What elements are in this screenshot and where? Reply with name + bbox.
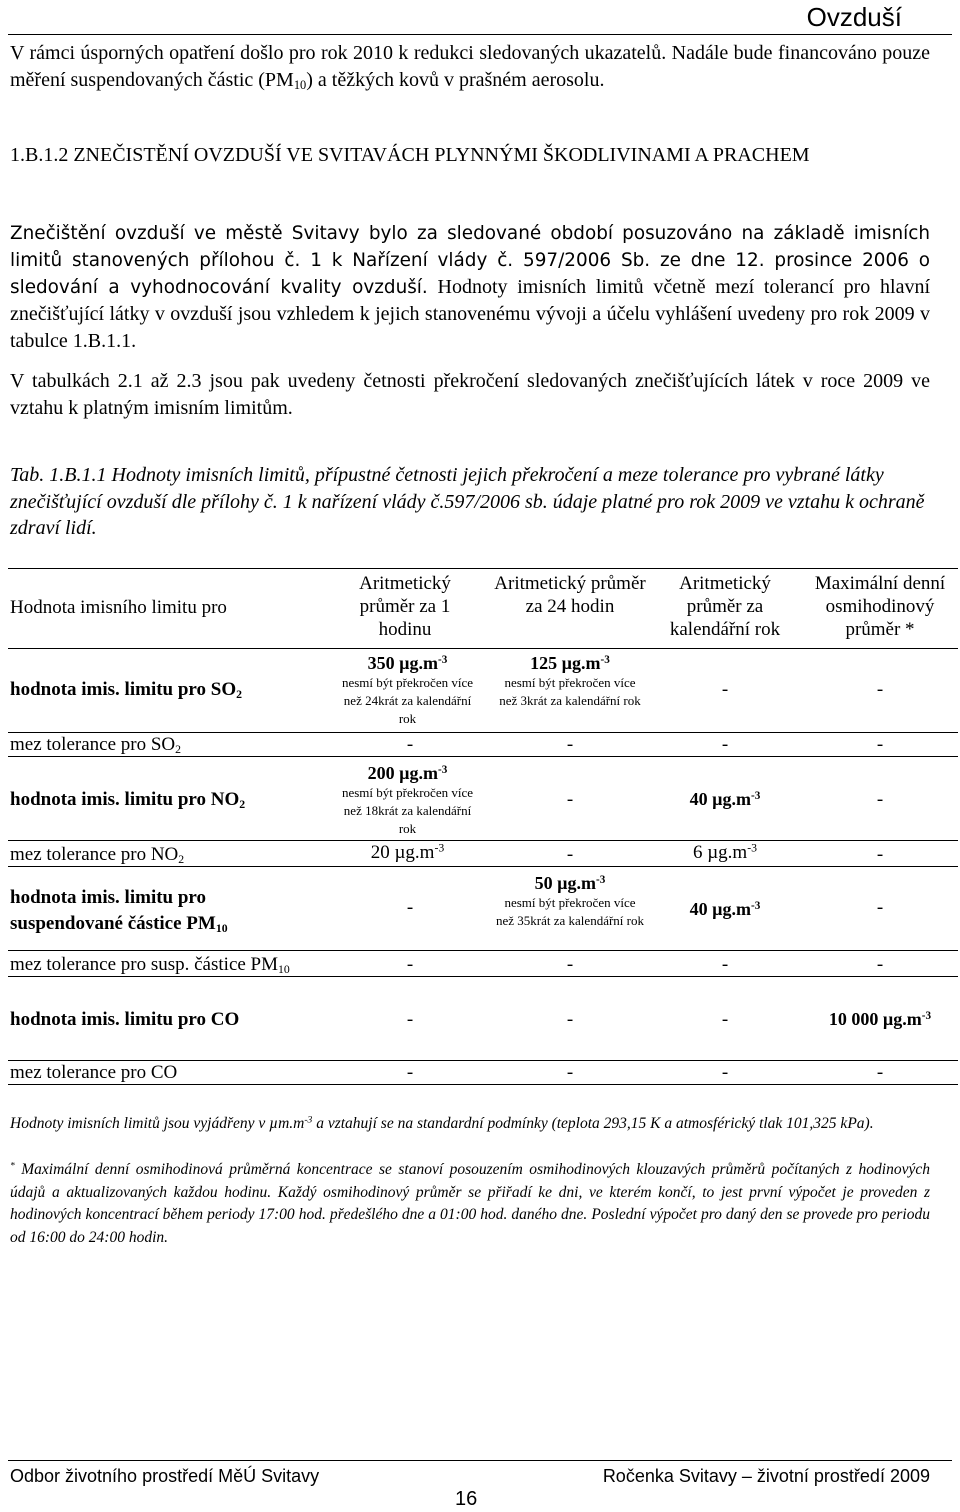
no2-8h-value: - — [876, 789, 884, 810]
limits-paragraph — [10, 220, 930, 355]
tables-paragraph: V tabulkách 2.1 až 2.3 jsou pak uvedeny četnosti překročení sledovaných znečišťujících látek v roce 2009 ve vztahu k platným imisním limitům. — [10, 370, 930, 419]
so2-tol-1h: - — [406, 734, 414, 755]
no2-year-value: 40 $\mu g.m^{-3}$ — [689, 789, 761, 809]
so2-24h-cell: 125 $\mu g.m^{-3}$ nesmí být překročen více než 3krát za kalendářní rok — [499, 653, 641, 708]
footnote-max-daily: * Maximální denní osmihodinová průměrná koncentrace se stanoví posouzením osmihodinových klouzavých průměrů počítaných z hodinových údajů a aktualizovaných každou hodinu. Každý osmihodinový průměr se přiřadí ke dni, ve kterém končí, to jest první výpočet je proveden z hodinových koncentrací během periody 17:00 hod. předešlého dne a 01:00 hod. daného dne. Poslední výpočet pro daný den se provede pro periodu od 16:00 do 24:00 hodin. — [10, 1160, 930, 1246]
co-year-value: - — [721, 1009, 729, 1030]
pm10-tol-24h: - — [566, 954, 574, 975]
section-title: Ovzduší — [806, 2, 902, 32]
no2-tol-year: 6 $\mu g.m^{-3}$ — [692, 841, 758, 863]
footnote-units: Hodnoty imisních limitů jsou vyjádřeny v $\mu m.m^{-3}$ a vztahují se na standardní podmínky (teplota 293,15 K a atmosférický tlak 101,325 kPa). — [10, 1114, 874, 1132]
table-rule — [8, 756, 958, 757]
intro-end: ) a těžkých kovů v prašném aerosolu. — [306, 69, 605, 91]
co-tol-24h: - — [566, 1062, 574, 1083]
co-8h-value: 10 000 $\mu g.m^{-3}$ — [828, 1009, 932, 1029]
row-label-so2-tolerance: mez tolerance pro $SO_2$ — [10, 734, 182, 756]
no2-24h-value: - — [566, 789, 574, 810]
header-col-1h: Aritmetický průměr za 1 hodinu — [359, 573, 451, 640]
table-rule — [8, 648, 958, 649]
pm10-year-value: 40 $\mu g.m^{-3}$ — [689, 899, 761, 919]
co-tol-1h: - — [406, 1062, 414, 1083]
no2-tol-1h: 20 $\mu g.m^{-3}$ — [370, 841, 445, 863]
row-label-so2: hodnota imis. limitu pro $SO_2$ — [10, 679, 243, 701]
row-label-co: hodnota imis. limitu pro CO — [10, 1009, 240, 1030]
intro-paragraph — [10, 40, 930, 94]
table-rule — [8, 866, 958, 867]
intro-sub: 10 — [293, 78, 307, 93]
co-24h-value: - — [566, 1009, 574, 1030]
table-rule — [8, 1084, 958, 1085]
row-label-pm10-tolerance: mez tolerance pro susp. částice $PM_{10}$ — [10, 954, 290, 976]
pm10-8h-value: - — [876, 897, 884, 918]
pm10-tol-year: - — [721, 954, 729, 975]
table-caption: Tab. 1.B.1.1 Hodnoty imisních limitů, přípustné četnosti jejich překročení a meze tolerance pro vybrané látky znečišťující ovzduší dle přílohy č. 1 k nařízení vlády č.597/2006 sb. údaje platné pro rok 2009 ve vztahu k ochraně zdraví lidí. — [10, 464, 925, 539]
table-rule — [8, 976, 958, 977]
limits-text-sans: Znečištění ovzduší ve městě Svitavy bylo za sledované období posuzováno na základě imisních limitů stanovených přílohou č. 1 k Nařízení vlády č. 597/2006 Sb. ze dne 12. prosince 2006 o sledování a vyhodnocování kvality ovzduší. — [10, 223, 930, 298]
table-rule — [8, 950, 958, 951]
table-rule — [8, 840, 958, 841]
so2-1h-cell: 350 $\mu g.m^{-3}$ nesmí být překročen více než 24krát za kalendářní rok — [341, 653, 474, 726]
no2-1h-cell: 200 $\mu g.m^{-3}$ nesmí být překročen více než 18krát za kalendářní rok — [341, 763, 474, 836]
header-label: Hodnota imisního limitu pro — [10, 597, 227, 618]
header-col-year: Aritmetický průměr za kalendářní rok — [669, 573, 781, 640]
row-label-no2-tolerance: mez tolerance pro $NO_2$ — [10, 844, 185, 866]
co-1h-value: - — [406, 1009, 414, 1030]
row-label-no2: hodnota imis. limitu pro $NO_2$ — [10, 789, 246, 811]
footer-rule — [8, 1460, 952, 1461]
so2-tol-year: - — [721, 734, 729, 755]
row-label-pm10: hodnota imis. limitu pro suspendované částice $PM_{10}$ — [10, 887, 228, 935]
section-heading: 1.B.1.2 ZNEČISTĚNÍ OVZDUŠÍ VE SVITAVÁCH PLYNNÝMI ŠKODLIVINAMI A PRACHEM — [10, 144, 810, 166]
no2-tol-24h: - — [566, 844, 574, 865]
co-tol-year: - — [721, 1062, 729, 1083]
table-rule — [8, 568, 958, 569]
no2-tol-8h: - — [876, 844, 884, 865]
pm10-24h-cell: 50 $\mu g.m^{-3}$ nesmí být překročen více než 35krát za kalendářní rok — [496, 873, 644, 928]
so2-year-value: - — [721, 679, 729, 700]
co-tol-8h: - — [876, 1062, 884, 1083]
footer-publication: Ročenka Svitavy – životní prostředí 2009 — [602, 1466, 930, 1486]
footer-department: Odbor životního prostředí MěÚ Svitavy — [10, 1466, 320, 1486]
pm10-tol-8h: - — [876, 954, 884, 975]
header-col-8h: Maximální denní osmihodinový průměr * — [814, 573, 946, 640]
pm10-tol-1h: - — [406, 954, 414, 975]
header-rule — [8, 34, 952, 35]
pm10-1h-value: - — [406, 897, 414, 918]
so2-8h-value: - — [876, 679, 884, 700]
limits-text-serif: Hodnoty imisních limitů včetně mezí tolerancí pro hlavní znečišťující látky v ovzduší jsou vzhledem k jejich stanovenému vývoji a účelu vyhlášení uvedeny pro rok 2009 v tabulce 1.B.1.1. — [10, 276, 930, 352]
so2-tol-24h: - — [566, 734, 574, 755]
header-col-24h: Aritmetický průměr za 24 hodin — [494, 573, 646, 617]
intro-text: V rámci úsporných opatření došlo pro rok 2010 k redukci sledovaných ukazatelů. Nadále bude financováno pouze měření suspendovaných částic (PM — [10, 42, 930, 91]
row-label-co-tolerance: mez tolerance pro CO — [10, 1062, 178, 1083]
so2-tol-8h: - — [876, 734, 884, 755]
page-number: 16 — [455, 1488, 478, 1510]
